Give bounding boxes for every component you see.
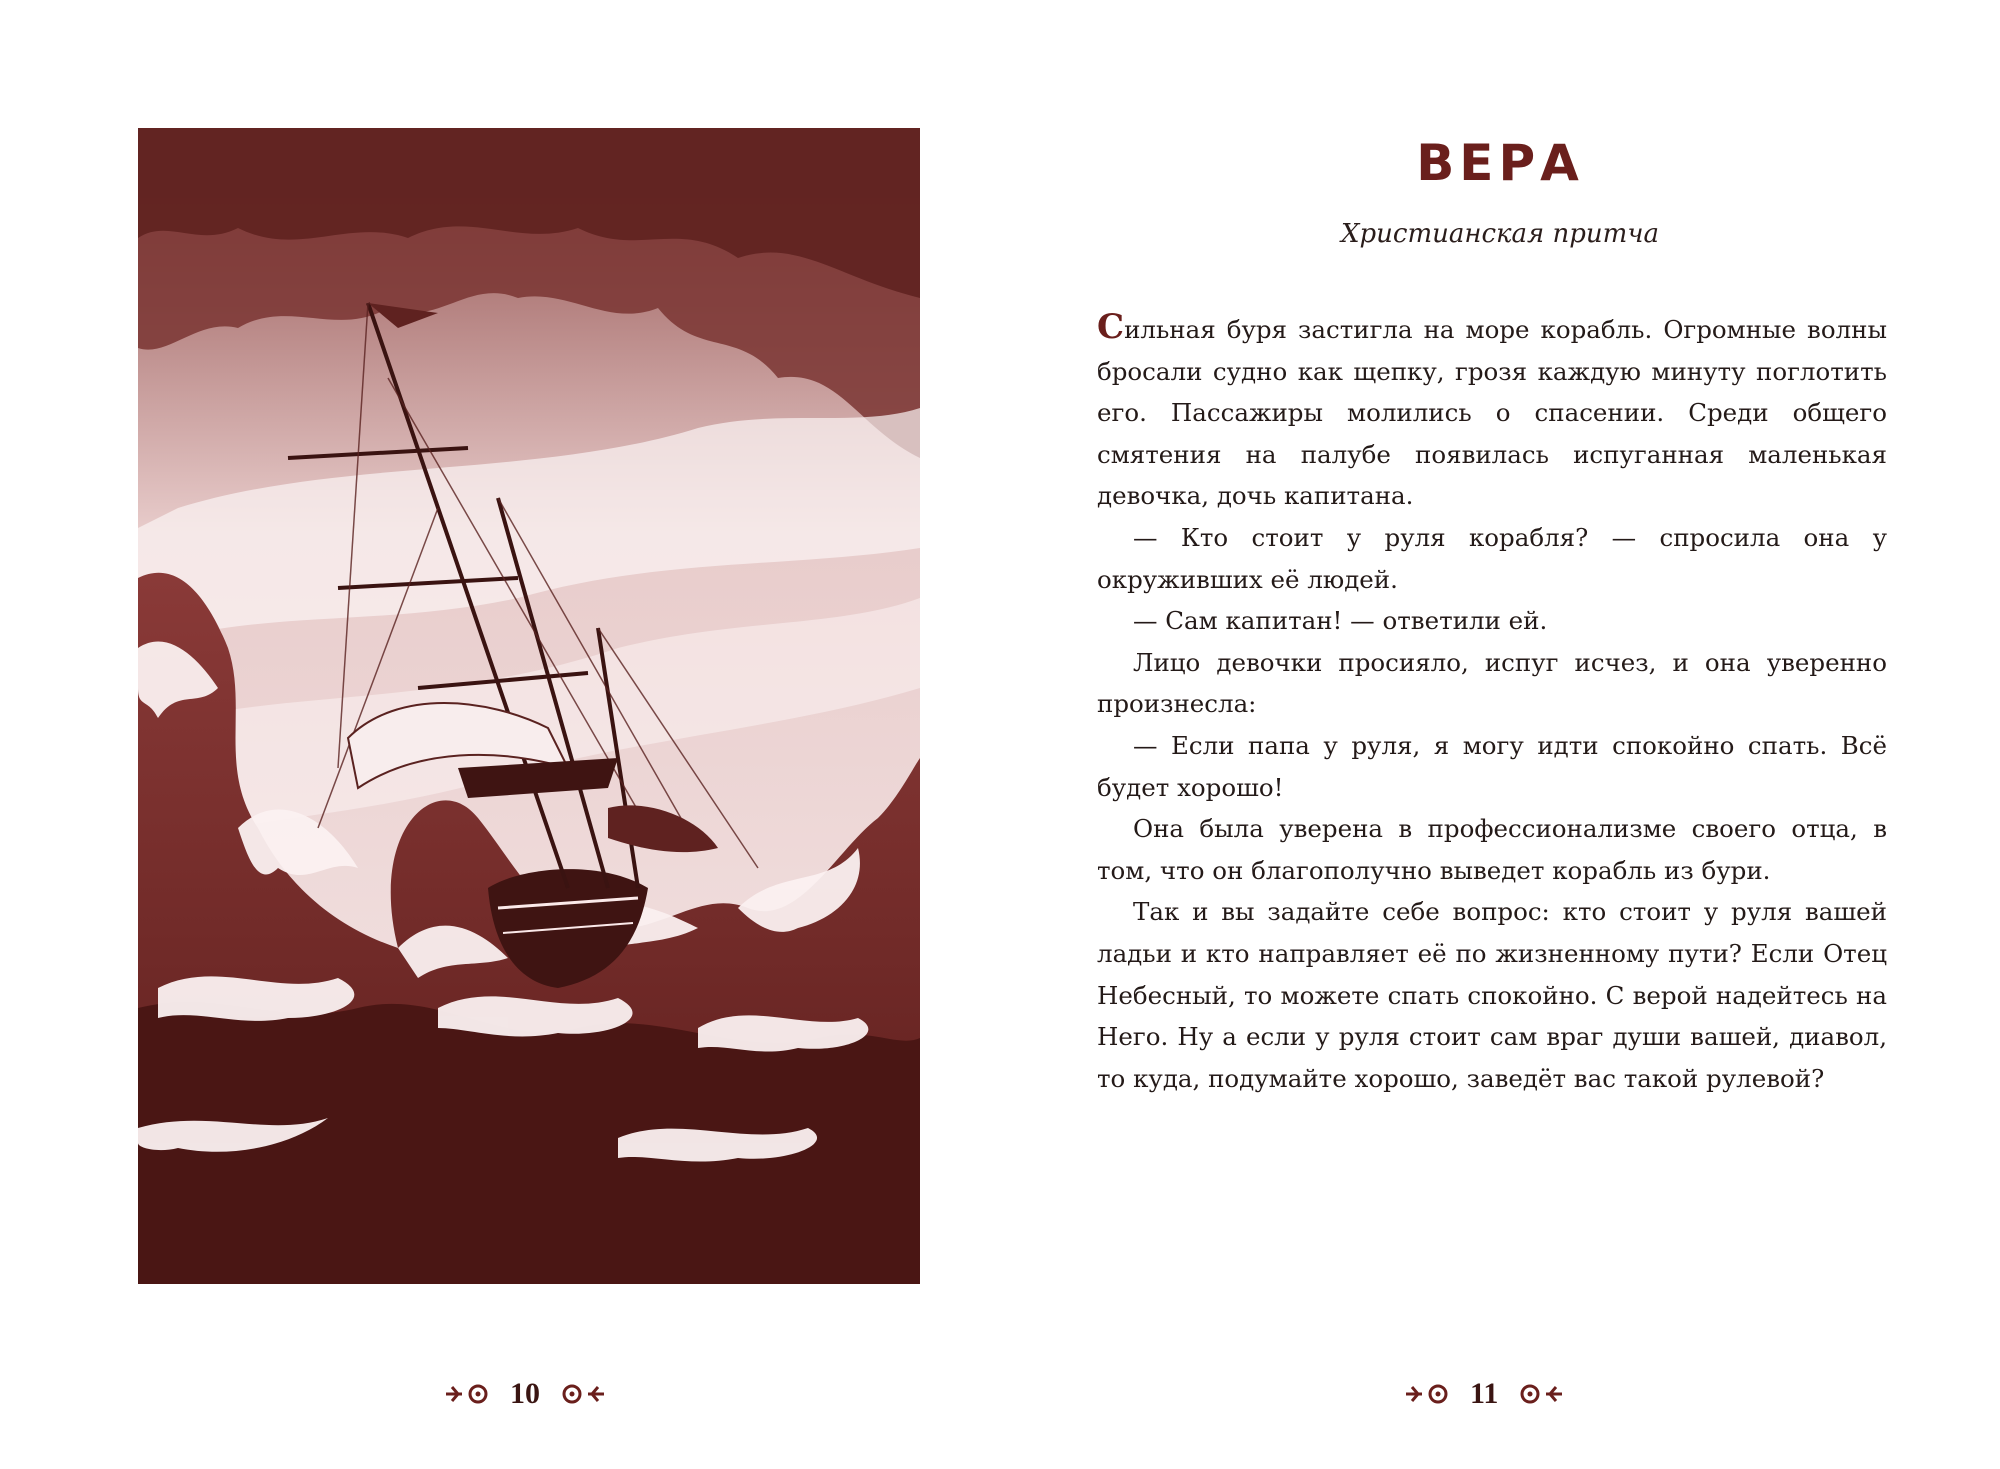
folio-left	[444, 1374, 606, 1414]
paragraph-6: Она была уверена в профессионализме своего отца, в том, что он благополучно выведет корабль из бури.	[1097, 814, 1887, 885]
storm-ship-illustration	[138, 128, 920, 1284]
drop-cap: С	[1097, 307, 1125, 347]
paragraph-7: Так и вы задайте себе вопрос: кто стоит у руля вашей ладьи и кто направляет её по жизненному пути? Если Отец Небесный, то можете спать спокойно. С верой надейтесь на Него. Ну а если у руля стоит сам враг души вашей, диавол, то куда, подумайте хорошо, заведёт вас такой рулевой?	[1097, 897, 1887, 1093]
page-number-10: 10	[510, 1377, 540, 1410]
ornament-left-icon	[1404, 1383, 1456, 1405]
page-number-11: 11	[1470, 1377, 1499, 1410]
parable-text	[1097, 307, 1887, 1099]
paragraph-1-text: ильная буря застигла на море корабль. Огромные волны бросали судно как щепку, грозя каждую минуту поглотить его. Пассажиры молились о спасении. Среди общего смятения на палубе появилась испуганная маленькая девочка, дочь капитана.	[1097, 315, 1887, 511]
page-title: ВЕРА	[1416, 134, 1584, 192]
page-subtitle: Христианская притча	[1340, 219, 1660, 249]
ornament-right-icon	[554, 1383, 606, 1405]
paragraph-1	[1097, 307, 1887, 517]
ornament-right-icon	[1512, 1383, 1564, 1405]
paragraph-5: — Если папа у руля, я могу идти спокойно спать. Всё будет хорошо!	[1097, 730, 1887, 802]
folio-right	[1404, 1374, 1564, 1414]
ornament-left-icon	[444, 1383, 496, 1405]
paragraph-3: — Сам капитан! — ответили ей.	[1133, 606, 1548, 636]
paragraph-4: Лицо девочки просияло, испуг исчез, и она уверенно произнесла:	[1097, 647, 1887, 719]
paragraph-2: — Кто стоит у руля корабля? — спросила она у окруживших её людей.	[1097, 522, 1887, 594]
